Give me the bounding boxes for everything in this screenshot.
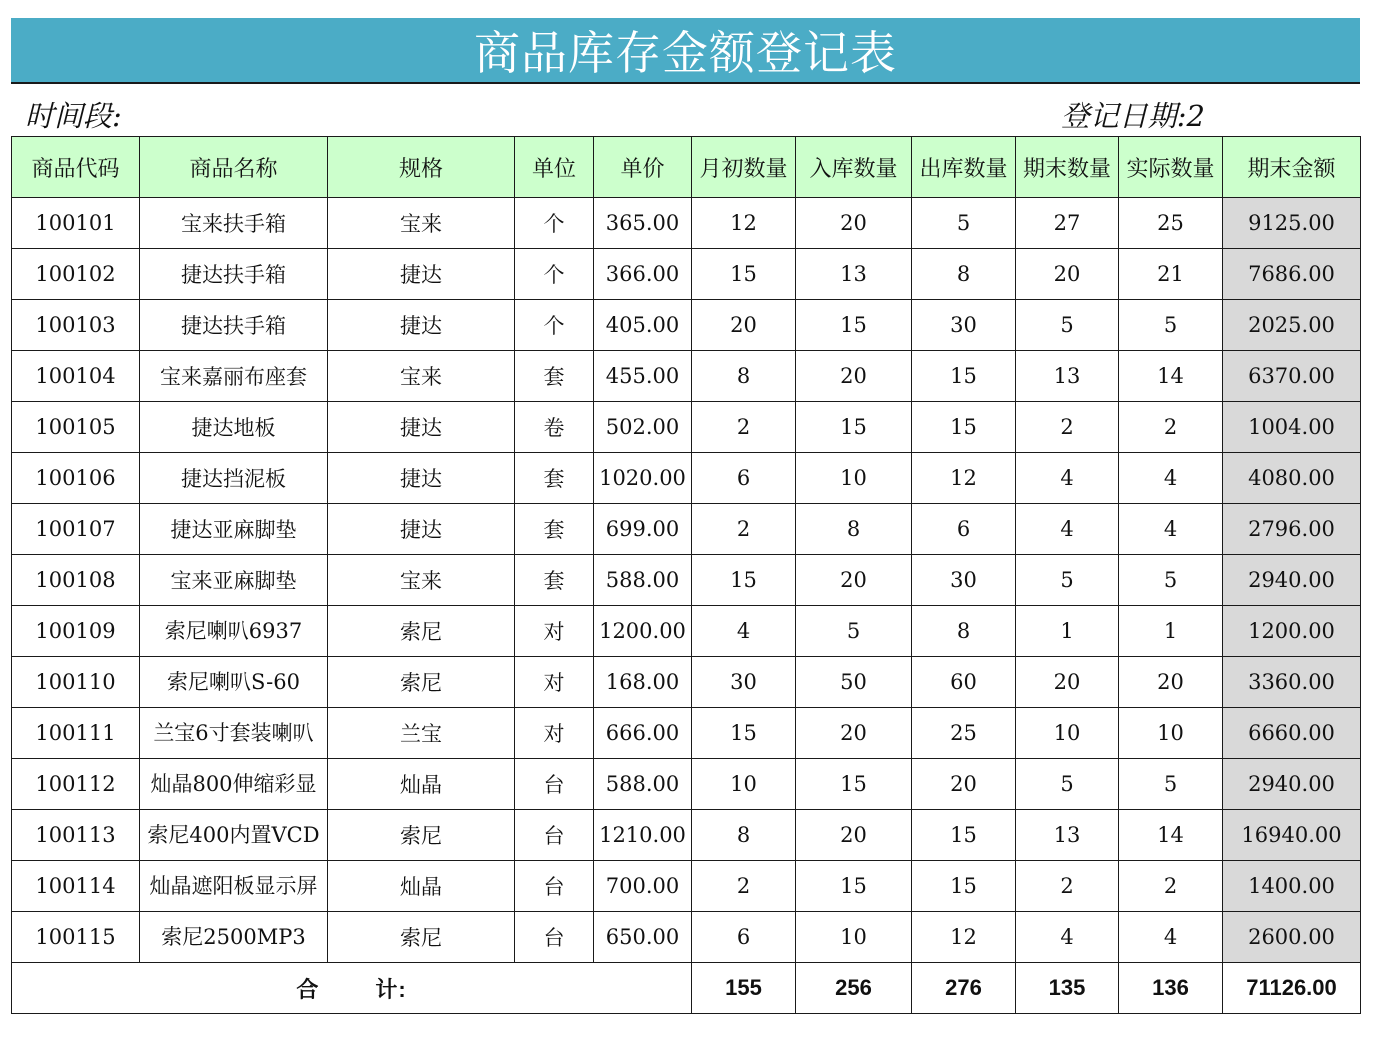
column-header-price: 单价 bbox=[594, 137, 692, 198]
column-header-name: 商品名称 bbox=[140, 137, 328, 198]
cell-spec[interactable]: 索尼 bbox=[328, 912, 515, 963]
cell-actual[interactable]: 10 bbox=[1119, 708, 1223, 759]
column-header-out: 出库数量 bbox=[912, 137, 1016, 198]
cell-unit[interactable]: 套 bbox=[515, 351, 594, 402]
column-header-code: 商品代码 bbox=[12, 137, 140, 198]
cell-opening[interactable]: 2 bbox=[692, 402, 796, 453]
cell-out[interactable]: 15 bbox=[912, 351, 1016, 402]
cell-name[interactable]: 捷达扶手箱 bbox=[140, 300, 328, 351]
period-label: 时间段: bbox=[25, 99, 122, 133]
cell-name[interactable]: 索尼400内置VCD bbox=[140, 810, 328, 861]
totals-label-left: 合 bbox=[296, 976, 320, 1002]
totals-label-right: 计: bbox=[375, 976, 407, 1002]
column-header-actual: 实际数量 bbox=[1119, 137, 1223, 198]
cell-out[interactable]: 15 bbox=[912, 861, 1016, 912]
cell-out[interactable]: 30 bbox=[912, 300, 1016, 351]
cell-opening[interactable]: 12 bbox=[692, 198, 796, 249]
cell-name[interactable]: 兰宝6寸套装喇叭 bbox=[140, 708, 328, 759]
cell-in[interactable]: 15 bbox=[796, 759, 912, 810]
cell-in[interactable]: 20 bbox=[796, 708, 912, 759]
cell-price[interactable]: 700.00 bbox=[594, 861, 692, 912]
cell-spec[interactable]: 宝来 bbox=[328, 351, 515, 402]
cell-in[interactable]: 20 bbox=[796, 198, 912, 249]
cell-out[interactable]: 15 bbox=[912, 402, 1016, 453]
cell-amount[interactable]: 4080.00 bbox=[1223, 453, 1361, 504]
cell-actual[interactable]: 14 bbox=[1119, 810, 1223, 861]
cell-actual[interactable]: 4 bbox=[1119, 453, 1223, 504]
cell-actual[interactable]: 25 bbox=[1119, 198, 1223, 249]
cell-opening[interactable]: 30 bbox=[692, 657, 796, 708]
cell-price[interactable]: 366.00 bbox=[594, 249, 692, 300]
table-row bbox=[12, 810, 1361, 861]
cell-out[interactable]: 20 bbox=[912, 759, 1016, 810]
cell-price[interactable]: 699.00 bbox=[594, 504, 692, 555]
cell-unit[interactable]: 对 bbox=[515, 606, 594, 657]
cell-amount[interactable]: 2940.00 bbox=[1223, 555, 1361, 606]
cell-unit[interactable]: 个 bbox=[515, 198, 594, 249]
cell-closing[interactable]: 5 bbox=[1016, 555, 1119, 606]
cell-amount[interactable]: 6660.00 bbox=[1223, 708, 1361, 759]
cell-opening[interactable]: 15 bbox=[692, 555, 796, 606]
cell-unit[interactable]: 台 bbox=[515, 810, 594, 861]
total-opening[interactable]: 155 bbox=[692, 963, 796, 1014]
cell-out[interactable]: 25 bbox=[912, 708, 1016, 759]
cell-unit[interactable]: 台 bbox=[515, 861, 594, 912]
cell-out[interactable]: 15 bbox=[912, 810, 1016, 861]
table-row bbox=[12, 912, 1361, 963]
cell-in[interactable]: 10 bbox=[796, 912, 912, 963]
cell-in[interactable]: 10 bbox=[796, 453, 912, 504]
cell-in[interactable]: 15 bbox=[796, 300, 912, 351]
cell-name[interactable]: 灿晶遮阳板显示屏 bbox=[140, 861, 328, 912]
cell-spec[interactable]: 兰宝 bbox=[328, 708, 515, 759]
cell-closing[interactable]: 10 bbox=[1016, 708, 1119, 759]
cell-code[interactable]: 100108 bbox=[12, 555, 140, 606]
cell-spec[interactable]: 捷达 bbox=[328, 300, 515, 351]
column-header-unit: 单位 bbox=[515, 137, 594, 198]
table-row bbox=[12, 606, 1361, 657]
totals-row bbox=[12, 963, 1361, 1014]
sheet-title: 商品库存金额登记表 bbox=[11, 18, 1360, 84]
cell-price[interactable]: 1020.00 bbox=[594, 453, 692, 504]
total-closing[interactable]: 135 bbox=[1016, 963, 1119, 1014]
cell-code[interactable]: 100105 bbox=[12, 402, 140, 453]
cell-unit[interactable]: 个 bbox=[515, 300, 594, 351]
cell-unit[interactable]: 套 bbox=[515, 453, 594, 504]
cell-unit[interactable]: 个 bbox=[515, 249, 594, 300]
cell-spec[interactable]: 索尼 bbox=[328, 606, 515, 657]
cell-code[interactable]: 100115 bbox=[12, 912, 140, 963]
cell-amount[interactable]: 1004.00 bbox=[1223, 402, 1361, 453]
cell-in[interactable]: 8 bbox=[796, 504, 912, 555]
cell-closing[interactable]: 13 bbox=[1016, 351, 1119, 402]
cell-actual[interactable]: 5 bbox=[1119, 300, 1223, 351]
cell-name[interactable]: 灿晶800伸缩彩显 bbox=[140, 759, 328, 810]
cell-code[interactable]: 100101 bbox=[12, 198, 140, 249]
cell-name[interactable]: 索尼喇叭6937 bbox=[140, 606, 328, 657]
cell-actual[interactable]: 4 bbox=[1119, 912, 1223, 963]
cell-opening[interactable]: 15 bbox=[692, 708, 796, 759]
table-row bbox=[12, 453, 1361, 504]
cell-unit[interactable]: 对 bbox=[515, 708, 594, 759]
cell-code[interactable]: 100107 bbox=[12, 504, 140, 555]
cell-price[interactable]: 650.00 bbox=[594, 912, 692, 963]
cell-code[interactable]: 100106 bbox=[12, 453, 140, 504]
cell-opening[interactable]: 15 bbox=[692, 249, 796, 300]
cell-closing[interactable]: 4 bbox=[1016, 504, 1119, 555]
cell-out[interactable]: 5 bbox=[912, 198, 1016, 249]
cell-in[interactable]: 15 bbox=[796, 861, 912, 912]
table-row bbox=[12, 198, 1361, 249]
cell-in[interactable]: 20 bbox=[796, 555, 912, 606]
cell-out[interactable]: 8 bbox=[912, 606, 1016, 657]
cell-spec[interactable]: 索尼 bbox=[328, 657, 515, 708]
cell-closing[interactable]: 2 bbox=[1016, 402, 1119, 453]
total-in[interactable]: 256 bbox=[796, 963, 912, 1014]
cell-amount[interactable]: 2025.00 bbox=[1223, 300, 1361, 351]
cell-actual[interactable]: 5 bbox=[1119, 759, 1223, 810]
cell-price[interactable]: 405.00 bbox=[594, 300, 692, 351]
cell-in[interactable]: 13 bbox=[796, 249, 912, 300]
cell-closing[interactable]: 2 bbox=[1016, 861, 1119, 912]
column-header-opening: 月初数量 bbox=[692, 137, 796, 198]
cell-price[interactable]: 365.00 bbox=[594, 198, 692, 249]
cell-spec[interactable]: 索尼 bbox=[328, 810, 515, 861]
cell-code[interactable]: 100114 bbox=[12, 861, 140, 912]
cell-name[interactable]: 捷达挡泥板 bbox=[140, 453, 328, 504]
cell-name[interactable]: 捷达亚麻脚垫 bbox=[140, 504, 328, 555]
table-row bbox=[12, 861, 1361, 912]
register-date-label: 登记日期:2 bbox=[1060, 99, 1205, 133]
table-row bbox=[12, 759, 1361, 810]
table-row bbox=[12, 300, 1361, 351]
cell-name[interactable]: 捷达扶手箱 bbox=[140, 249, 328, 300]
cell-opening[interactable]: 8 bbox=[692, 810, 796, 861]
cell-spec[interactable]: 捷达 bbox=[328, 453, 515, 504]
cell-opening[interactable]: 6 bbox=[692, 912, 796, 963]
header-row bbox=[12, 137, 1361, 198]
inventory-table bbox=[11, 136, 1361, 1014]
cell-in[interactable]: 15 bbox=[796, 402, 912, 453]
cell-price[interactable]: 588.00 bbox=[594, 555, 692, 606]
meta-row bbox=[11, 84, 1360, 136]
cell-actual[interactable]: 1 bbox=[1119, 606, 1223, 657]
table-row bbox=[12, 351, 1361, 402]
inventory-sheet bbox=[11, 18, 1360, 1014]
cell-amount[interactable]: 6370.00 bbox=[1223, 351, 1361, 402]
total-actual[interactable]: 136 bbox=[1119, 963, 1223, 1014]
cell-price[interactable]: 168.00 bbox=[594, 657, 692, 708]
cell-out[interactable]: 6 bbox=[912, 504, 1016, 555]
table-row bbox=[12, 657, 1361, 708]
cell-opening[interactable]: 8 bbox=[692, 351, 796, 402]
cell-actual[interactable]: 2 bbox=[1119, 861, 1223, 912]
cell-in[interactable]: 5 bbox=[796, 606, 912, 657]
cell-spec[interactable]: 宝来 bbox=[328, 555, 515, 606]
cell-in[interactable]: 20 bbox=[796, 810, 912, 861]
cell-opening[interactable]: 6 bbox=[692, 453, 796, 504]
cell-closing[interactable]: 27 bbox=[1016, 198, 1119, 249]
cell-closing[interactable]: 5 bbox=[1016, 759, 1119, 810]
column-header-in: 入库数量 bbox=[796, 137, 912, 198]
cell-unit[interactable]: 台 bbox=[515, 759, 594, 810]
cell-actual[interactable]: 2 bbox=[1119, 402, 1223, 453]
cell-out[interactable]: 8 bbox=[912, 249, 1016, 300]
total-amount[interactable]: 71126.00 bbox=[1223, 963, 1361, 1014]
cell-closing[interactable]: 13 bbox=[1016, 810, 1119, 861]
column-header-amount: 期末金额 bbox=[1223, 137, 1361, 198]
cell-unit[interactable]: 台 bbox=[515, 912, 594, 963]
cell-price[interactable]: 1210.00 bbox=[594, 810, 692, 861]
cell-amount[interactable]: 1200.00 bbox=[1223, 606, 1361, 657]
cell-unit[interactable]: 卷 bbox=[515, 402, 594, 453]
cell-price[interactable]: 502.00 bbox=[594, 402, 692, 453]
cell-out[interactable]: 60 bbox=[912, 657, 1016, 708]
cell-price[interactable]: 588.00 bbox=[594, 759, 692, 810]
cell-actual[interactable]: 4 bbox=[1119, 504, 1223, 555]
cell-out[interactable]: 12 bbox=[912, 912, 1016, 963]
cell-out[interactable]: 12 bbox=[912, 453, 1016, 504]
cell-name[interactable]: 索尼喇叭S-60 bbox=[140, 657, 328, 708]
cell-name[interactable]: 宝来扶手箱 bbox=[140, 198, 328, 249]
cell-unit[interactable]: 套 bbox=[515, 504, 594, 555]
cell-name[interactable]: 宝来嘉丽布座套 bbox=[140, 351, 328, 402]
cell-unit[interactable]: 对 bbox=[515, 657, 594, 708]
cell-spec[interactable]: 灿晶 bbox=[328, 861, 515, 912]
cell-closing[interactable]: 4 bbox=[1016, 912, 1119, 963]
table-row bbox=[12, 555, 1361, 606]
cell-opening[interactable]: 20 bbox=[692, 300, 796, 351]
total-out[interactable]: 276 bbox=[912, 963, 1016, 1014]
cell-spec[interactable]: 捷达 bbox=[328, 504, 515, 555]
cell-name[interactable]: 宝来亚麻脚垫 bbox=[140, 555, 328, 606]
cell-code[interactable]: 100111 bbox=[12, 708, 140, 759]
cell-amount[interactable]: 2796.00 bbox=[1223, 504, 1361, 555]
cell-code[interactable]: 100109 bbox=[12, 606, 140, 657]
cell-code[interactable]: 100113 bbox=[12, 810, 140, 861]
cell-in[interactable]: 50 bbox=[796, 657, 912, 708]
cell-actual[interactable]: 14 bbox=[1119, 351, 1223, 402]
column-header-closing: 期末数量 bbox=[1016, 137, 1119, 198]
cell-opening[interactable]: 2 bbox=[692, 861, 796, 912]
cell-closing[interactable]: 20 bbox=[1016, 657, 1119, 708]
cell-amount[interactable]: 3360.00 bbox=[1223, 657, 1361, 708]
cell-amount[interactable]: 16940.00 bbox=[1223, 810, 1361, 861]
cell-amount[interactable]: 2600.00 bbox=[1223, 912, 1361, 963]
cell-closing[interactable]: 1 bbox=[1016, 606, 1119, 657]
cell-code[interactable]: 100103 bbox=[12, 300, 140, 351]
cell-code[interactable]: 100104 bbox=[12, 351, 140, 402]
table-row bbox=[12, 402, 1361, 453]
cell-code[interactable]: 100110 bbox=[12, 657, 140, 708]
cell-amount[interactable]: 2940.00 bbox=[1223, 759, 1361, 810]
cell-opening[interactable]: 2 bbox=[692, 504, 796, 555]
totals-label bbox=[12, 963, 692, 1014]
cell-amount[interactable]: 7686.00 bbox=[1223, 249, 1361, 300]
cell-opening[interactable]: 10 bbox=[692, 759, 796, 810]
cell-amount[interactable]: 1400.00 bbox=[1223, 861, 1361, 912]
cell-out[interactable]: 30 bbox=[912, 555, 1016, 606]
cell-actual[interactable]: 21 bbox=[1119, 249, 1223, 300]
column-header-spec: 规格 bbox=[328, 137, 515, 198]
cell-actual[interactable]: 5 bbox=[1119, 555, 1223, 606]
cell-code[interactable]: 100102 bbox=[12, 249, 140, 300]
table-row bbox=[12, 249, 1361, 300]
cell-closing[interactable]: 5 bbox=[1016, 300, 1119, 351]
cell-amount[interactable]: 9125.00 bbox=[1223, 198, 1361, 249]
cell-price[interactable]: 1200.00 bbox=[594, 606, 692, 657]
cell-spec[interactable]: 宝来 bbox=[328, 198, 515, 249]
cell-spec[interactable]: 灿晶 bbox=[328, 759, 515, 810]
cell-opening[interactable]: 4 bbox=[692, 606, 796, 657]
cell-spec[interactable]: 捷达 bbox=[328, 249, 515, 300]
cell-closing[interactable]: 4 bbox=[1016, 453, 1119, 504]
cell-spec[interactable]: 捷达 bbox=[328, 402, 515, 453]
cell-closing[interactable]: 20 bbox=[1016, 249, 1119, 300]
table-row bbox=[12, 504, 1361, 555]
table-row bbox=[12, 708, 1361, 759]
cell-price[interactable]: 455.00 bbox=[594, 351, 692, 402]
cell-in[interactable]: 20 bbox=[796, 351, 912, 402]
cell-price[interactable]: 666.00 bbox=[594, 708, 692, 759]
cell-actual[interactable]: 20 bbox=[1119, 657, 1223, 708]
cell-name[interactable]: 索尼2500MP3 bbox=[140, 912, 328, 963]
cell-unit[interactable]: 套 bbox=[515, 555, 594, 606]
cell-name[interactable]: 捷达地板 bbox=[140, 402, 328, 453]
table-body bbox=[12, 198, 1361, 963]
cell-code[interactable]: 100112 bbox=[12, 759, 140, 810]
